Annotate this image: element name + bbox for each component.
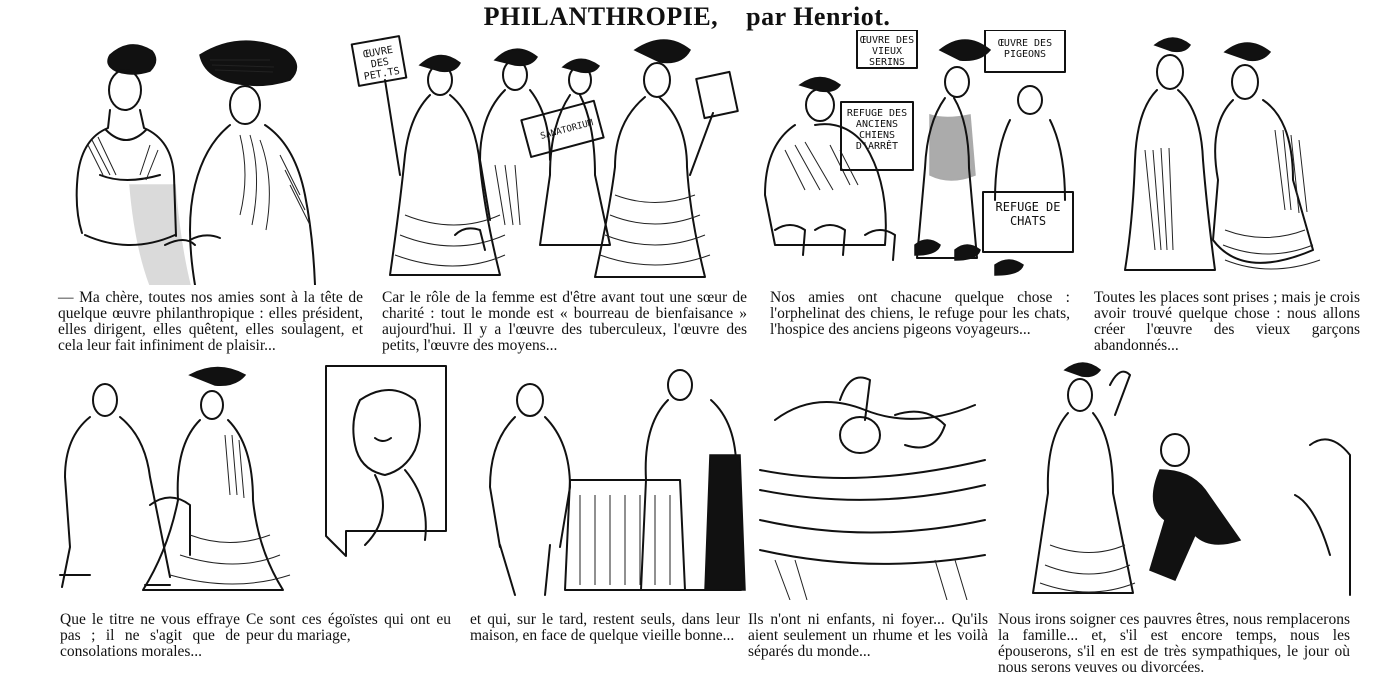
illustration-portrait: [320, 360, 455, 575]
panel-two-women-plan: [1105, 30, 1360, 285]
panel-sick-bachelor: [755, 360, 990, 600]
caption-top-2: Car le rôle de la femme est d'être avant tout une sœur de charité : tout le monde est « bourreau de bienfaisance » aujourd'hui. Il y a l'œuvre des tuberculeux, l'œuvre des petits, l'œuvre des moyens...: [382, 289, 747, 354]
illustration-charity-ladies: [345, 35, 740, 285]
panel-proposal: [1000, 355, 1365, 600]
caption-bottom-2: Ce sont ces égoïstes qui ont eu peur du mariage,: [246, 611, 451, 644]
sign-refuge-chats: REFUGE DE CHATS: [995, 200, 1061, 228]
caption-bottom-3: et qui, sur le tard, restent seuls, dans leur maison, en face de quelque vieille bonne...: [470, 611, 740, 644]
caption-top-3: Nos amies ont chacune quelque chose : l'orphelinat des chiens, le refuge pour les chats, l'hospice des anciens pigeons voyageurs...: [770, 289, 1070, 338]
sign-oeuvre-des-pigeons: ŒUVRE DES PIGEONS: [997, 38, 1053, 60]
caption-bottom-4: Ils n'ont ni enfants, ni foyer... Qu'ils aient seulement un rhume et les voilà séparés du monde...: [748, 611, 988, 660]
panel-two-ladies: [40, 35, 340, 285]
illustration-sick-bachelor: [755, 360, 990, 600]
panel-portrait: [320, 360, 455, 575]
illustration-two-ladies: [40, 35, 340, 285]
page-title: [0, 2, 1374, 32]
caption-top-1: — Ma chère, toutes nos amies sont à la tête de quelque œuvre philanthropique : elles président, elles dirigent, elles quêtent, elles soulagent, et cela leur fait infiniment de plaisir...: [58, 289, 363, 354]
sign-oeuvre-des-vieux-serins: ŒUVRE DES VIEUX SERINS: [859, 35, 915, 68]
caption-bottom-5: Nous irons soigner ces pauvres êtres, nous remplacerons la famille... et, s'il est encore temps, nous les épouserons, s'il en est de très sympathiques, le jour où nous serons veuves ou divorcées.: [998, 611, 1350, 676]
caption-top-4: Toutes les places sont prises ; mais je crois avoir trouvé quelque chose : nous allons créer l'œuvre des vieux garçons abandonnés...: [1094, 289, 1360, 354]
caption-bottom-1: Que le titre ne vous effraye pas ; il ne s'agit que de consolations morales...: [60, 611, 240, 660]
panel-man-and-maid: [470, 355, 750, 600]
sign-sanatorium: SANATORIUM: [539, 118, 595, 142]
title-byline: par Henriot.: [746, 2, 891, 31]
illustration-proposal: [1000, 355, 1365, 600]
title-text: PHILANTHROPIE,: [483, 2, 719, 31]
illustration-lady-and-bachelor: [40, 365, 310, 600]
panel-lady-and-bachelor: [40, 365, 310, 600]
panel-charity-ladies: [345, 35, 740, 285]
illustration-two-women-plan: [1105, 30, 1360, 285]
illustration-man-and-maid: [470, 355, 750, 600]
illustration-animal-refuges: [745, 30, 1080, 285]
sign-oeuvre-des-petits: ŒUVRE DES PET.TS: [362, 44, 401, 83]
panel-animal-refuges: [745, 30, 1080, 285]
sign-refuge-chiens: REFUGE DES ANCIENS CHIENS D'ARRÊT: [846, 108, 908, 152]
